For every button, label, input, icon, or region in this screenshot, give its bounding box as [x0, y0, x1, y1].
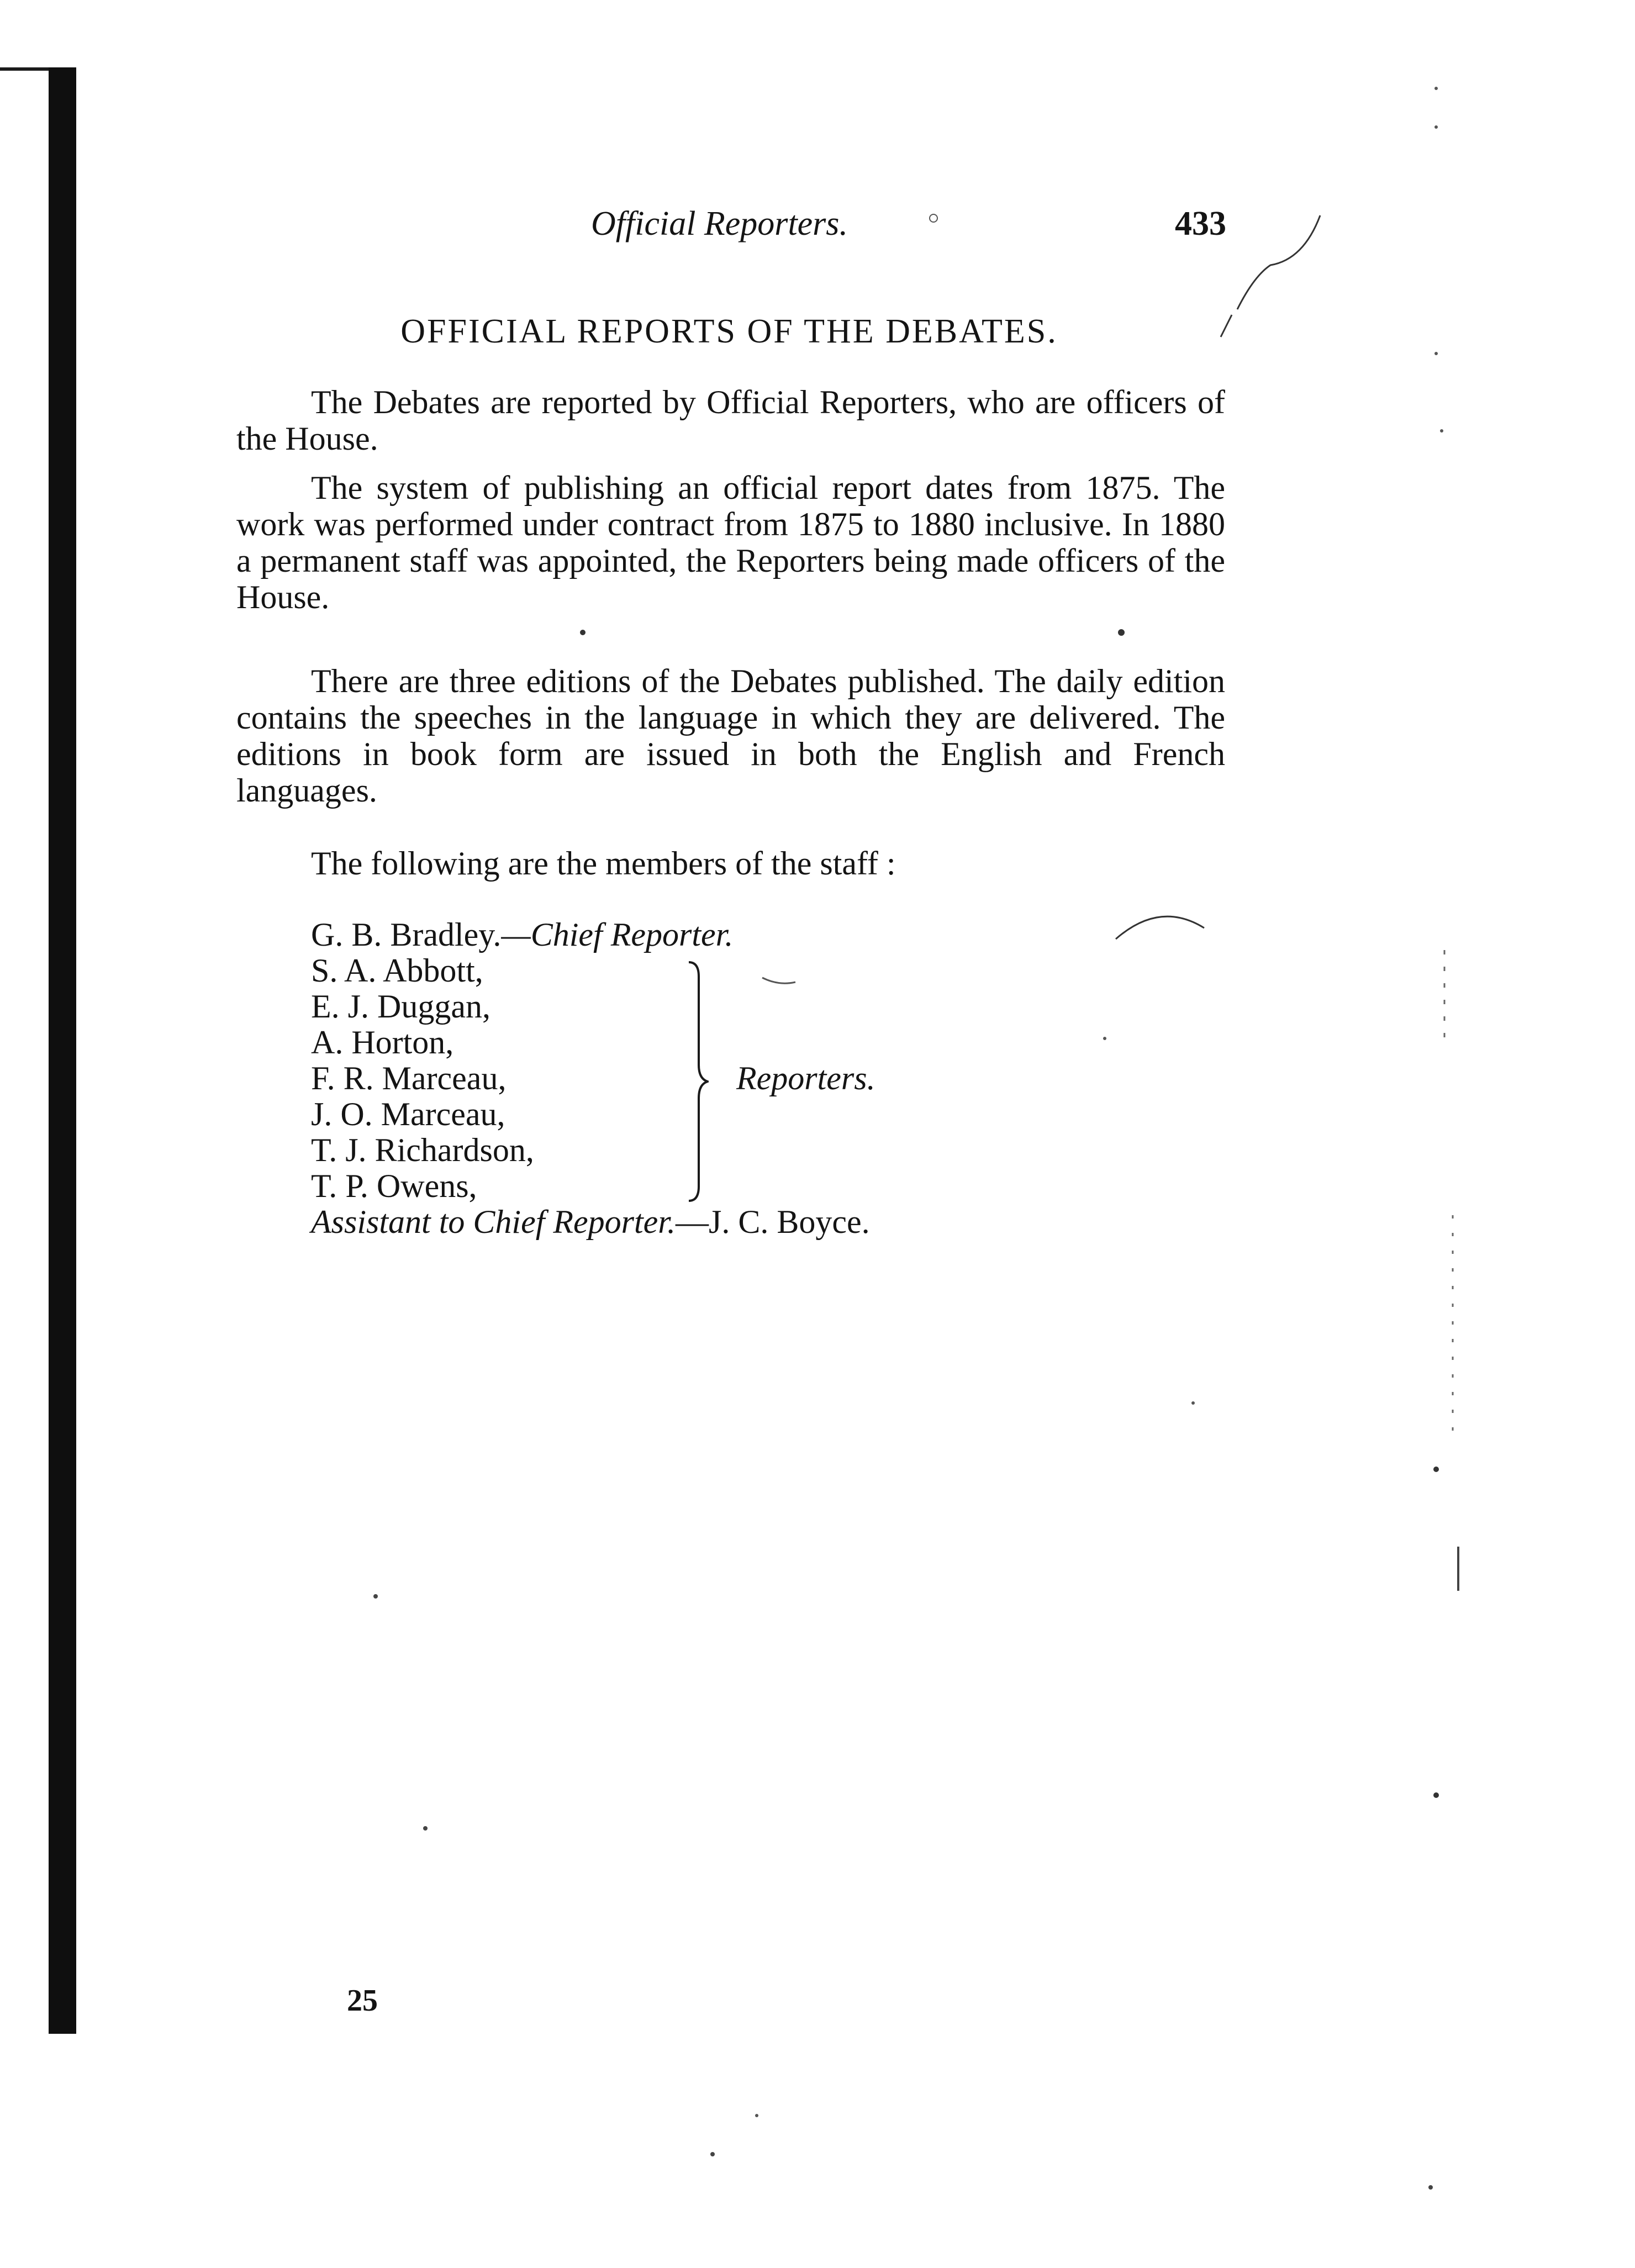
assistant-role: Assistant to Chief Reporter. [311, 1204, 676, 1240]
reporter-row: F. R. Marceau, [311, 1060, 507, 1096]
right-brace-icon [687, 960, 709, 1203]
running-title: Official Reporters. [591, 205, 848, 242]
page-header [591, 199, 1226, 249]
reporters-label: Reporters. [736, 1060, 875, 1096]
chief-reporter-role: —Chief Reporter. [501, 916, 734, 953]
reporter-row: E. J. Duggan, [311, 988, 491, 1025]
reporter-row: T. J. Richardson, [311, 1132, 534, 1168]
section-title: OFFICIAL REPORTS OF THE DEBATES. [400, 313, 1058, 350]
paragraph-2: The system of publishing an official report dates from 1875. The work was performed under contract from 1875 to 1880 inclusive. In 1880 a permanent staff was appointed, the Reporters being made officers of the House. [236, 470, 1225, 615]
reporter-row: J. O. Marceau, [311, 1096, 505, 1132]
staff-list [311, 916, 875, 1240]
page-number: 433 [1175, 205, 1226, 242]
paragraph-1: The Debates are reported by Official Reporters, who are officers of the House. [236, 384, 1225, 457]
signature-mark: 25 [347, 1984, 378, 2018]
reporter-row: T. P. Owens, [311, 1168, 477, 1204]
assistant-name: —J. C. Boyce. [676, 1204, 870, 1240]
assistant-row [311, 1204, 870, 1240]
reporter-row: A. Horton, [311, 1024, 454, 1061]
chief-reporter-name: G. B. Bradley. [311, 916, 502, 953]
paragraph-3: There are three editions of the Debates published. The daily edition contains the speeches in the language in which they are delivered. The editions in book form are issued in both the English and French languages. [236, 663, 1225, 809]
scan-border-left [49, 67, 76, 2034]
chief-reporter-row [311, 917, 870, 953]
reporter-row: S. A. Abbott, [311, 952, 483, 989]
paragraph-4: The following are the members of the staff : [311, 845, 896, 882]
